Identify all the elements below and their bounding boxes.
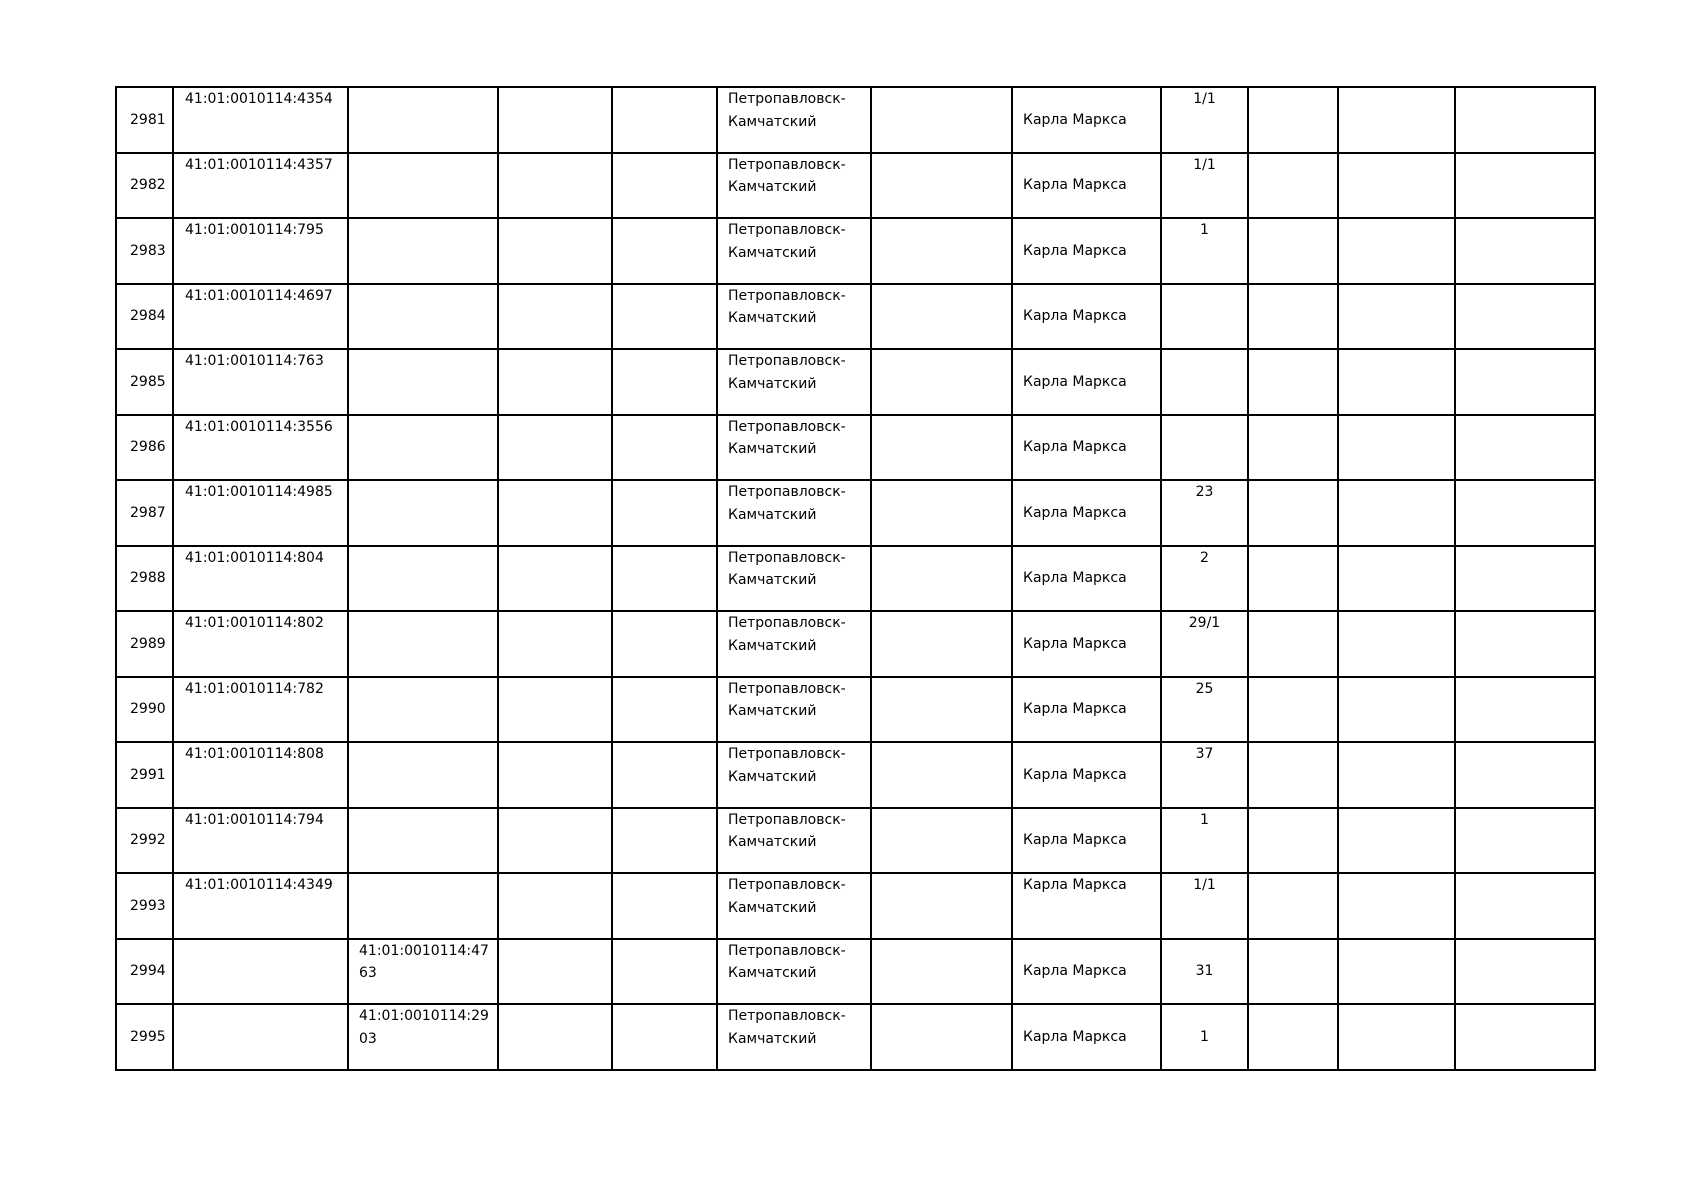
row-number: 2992 xyxy=(116,808,173,874)
empty-cell xyxy=(1338,611,1455,677)
empty-cell xyxy=(1248,218,1338,284)
row-number: 2986 xyxy=(116,415,173,481)
city-cell xyxy=(717,808,871,874)
empty-cell xyxy=(1455,546,1595,612)
city-line2: Камчатский xyxy=(728,572,817,588)
city-line1: Петропавловск- xyxy=(728,418,846,435)
row-number: 2981 xyxy=(116,87,173,153)
house-cell: 25 xyxy=(1161,677,1248,743)
empty-cell xyxy=(612,349,717,415)
cadastral-number-alt xyxy=(348,218,498,284)
cadastral-number-alt xyxy=(348,87,498,153)
table-row xyxy=(116,349,1595,415)
row-number: 2993 xyxy=(116,873,173,939)
empty-cell xyxy=(871,218,1012,284)
empty-cell xyxy=(612,218,717,284)
empty-cell xyxy=(1455,677,1595,743)
table-row xyxy=(116,284,1595,350)
table-row xyxy=(116,873,1595,939)
house-cell: 1 xyxy=(1161,808,1248,874)
row-number: 2985 xyxy=(116,349,173,415)
empty-cell xyxy=(498,480,612,546)
cadastral-number-alt xyxy=(348,284,498,350)
city-line1: Петропавловск- xyxy=(728,680,846,697)
row-number: 2995 xyxy=(116,1004,173,1070)
empty-cell xyxy=(1248,153,1338,219)
empty-cell xyxy=(498,218,612,284)
cadastral-number-alt xyxy=(348,677,498,743)
house-cell xyxy=(1161,415,1248,481)
empty-cell xyxy=(871,284,1012,350)
cadastral-number-alt-line1: 41:01:0010114:47 xyxy=(359,942,489,959)
empty-cell xyxy=(612,87,717,153)
empty-cell xyxy=(498,349,612,415)
city-line2: Камчатский xyxy=(728,768,817,785)
city-line1: Петропавловск- xyxy=(728,811,846,828)
empty-cell xyxy=(612,939,717,1005)
house-cell: 29/1 xyxy=(1161,611,1248,677)
cadastral-number-alt-line2: 63 xyxy=(359,965,377,981)
empty-cell xyxy=(1338,546,1455,612)
empty-cell xyxy=(871,480,1012,546)
empty-cell xyxy=(1455,808,1595,874)
street-cell: Карла Маркса xyxy=(1012,873,1161,939)
cadastral-number: 41:01:0010114:794 xyxy=(173,808,348,874)
house-cell: 1/1 xyxy=(1161,87,1248,153)
empty-cell xyxy=(612,808,717,874)
empty-cell xyxy=(1338,415,1455,481)
city-cell xyxy=(717,87,871,153)
empty-cell xyxy=(1248,87,1338,153)
row-number: 2987 xyxy=(116,480,173,546)
city-cell xyxy=(717,415,871,481)
city-line2: Камчатский xyxy=(728,703,817,719)
empty-cell xyxy=(1338,87,1455,153)
city-line2: Камчатский xyxy=(728,113,817,130)
empty-cell xyxy=(612,546,717,612)
empty-cell xyxy=(1455,611,1595,677)
empty-cell xyxy=(612,742,717,808)
table-row xyxy=(116,153,1595,219)
empty-cell xyxy=(498,153,612,219)
empty-cell xyxy=(1248,873,1338,939)
city-line1: Петропавловск- xyxy=(728,746,846,762)
city-cell xyxy=(717,742,871,808)
empty-cell xyxy=(498,1004,612,1070)
empty-cell xyxy=(1248,677,1338,743)
city-line2: Камчатский xyxy=(728,310,817,326)
empty-cell xyxy=(871,808,1012,874)
table-row xyxy=(116,546,1595,612)
empty-cell xyxy=(1455,349,1595,415)
table-row xyxy=(116,677,1595,743)
city-line1: Петропавловск- xyxy=(728,484,846,500)
cadastral-number xyxy=(173,1004,348,1070)
cadastral-number: 41:01:0010114:763 xyxy=(173,349,348,415)
empty-cell xyxy=(498,546,612,612)
cadastral-number-alt xyxy=(348,349,498,415)
empty-cell xyxy=(1248,415,1338,481)
city-line1: Петропавловск- xyxy=(728,156,846,173)
cadastral-number xyxy=(173,939,348,1005)
street-cell: Карла Маркса xyxy=(1012,1004,1161,1070)
empty-cell xyxy=(871,873,1012,939)
empty-cell xyxy=(1455,415,1595,481)
empty-cell xyxy=(1338,808,1455,874)
empty-cell xyxy=(1248,546,1338,612)
city-line1: Петропавловск- xyxy=(728,942,846,959)
empty-cell xyxy=(612,677,717,743)
city-cell xyxy=(717,349,871,415)
empty-cell xyxy=(1248,939,1338,1005)
empty-cell xyxy=(1248,480,1338,546)
table-row xyxy=(116,1004,1595,1070)
street-cell: Карла Маркса xyxy=(1012,546,1161,612)
cadastral-number-alt xyxy=(348,939,498,1005)
empty-cell xyxy=(612,284,717,350)
city-line2: Камчатский xyxy=(728,637,817,654)
city-cell xyxy=(717,284,871,350)
cadastral-number: 41:01:0010114:802 xyxy=(173,611,348,677)
house-cell xyxy=(1161,349,1248,415)
empty-cell xyxy=(1455,939,1595,1005)
city-line1: Петропавловск- xyxy=(728,549,846,566)
city-line2: Камчатский xyxy=(728,965,817,981)
cadastral-number-alt xyxy=(348,546,498,612)
empty-cell xyxy=(1338,939,1455,1005)
city-line2: Камчатский xyxy=(728,834,817,850)
city-cell xyxy=(717,153,871,219)
street-cell: Карла Маркса xyxy=(1012,611,1161,677)
empty-cell xyxy=(871,349,1012,415)
empty-cell xyxy=(871,87,1012,153)
row-number: 2994 xyxy=(116,939,173,1005)
empty-cell xyxy=(1248,284,1338,350)
cadastral-number: 41:01:0010114:782 xyxy=(173,677,348,743)
city-line2: Камчатский xyxy=(728,375,817,392)
city-cell xyxy=(717,1004,871,1070)
empty-cell xyxy=(1455,742,1595,808)
cadastral-number-alt xyxy=(348,873,498,939)
city-line2: Камчатский xyxy=(728,899,817,916)
cadastral-number-alt xyxy=(348,611,498,677)
empty-cell xyxy=(871,939,1012,1005)
empty-cell xyxy=(871,742,1012,808)
register-table xyxy=(115,86,1596,1071)
table-row xyxy=(116,415,1595,481)
street-cell: Карла Маркса xyxy=(1012,480,1161,546)
city-line1: Петропавловск- xyxy=(728,222,846,238)
cadastral-number: 41:01:0010114:795 xyxy=(173,218,348,284)
cadastral-number-alt xyxy=(348,415,498,481)
city-line2: Камчатский xyxy=(728,244,817,261)
cadastral-number: 41:01:0010114:3556 xyxy=(173,415,348,481)
house-cell: 1/1 xyxy=(1161,153,1248,219)
empty-cell xyxy=(871,153,1012,219)
empty-cell xyxy=(1248,808,1338,874)
house-cell: 37 xyxy=(1161,742,1248,808)
city-cell xyxy=(717,873,871,939)
row-number: 2989 xyxy=(116,611,173,677)
cadastral-number: 41:01:0010114:804 xyxy=(173,546,348,612)
cadastral-number-alt xyxy=(348,1004,498,1070)
row-number: 2984 xyxy=(116,284,173,350)
empty-cell xyxy=(1248,742,1338,808)
cadastral-number-alt-line1: 41:01:0010114:29 xyxy=(359,1008,489,1024)
city-cell xyxy=(717,677,871,743)
street-cell: Карла Маркса xyxy=(1012,742,1161,808)
house-cell xyxy=(1161,284,1248,350)
street-cell: Карла Маркса xyxy=(1012,349,1161,415)
cadastral-number: 41:01:0010114:4349 xyxy=(173,873,348,939)
empty-cell xyxy=(498,87,612,153)
house-cell: 1/1 xyxy=(1161,873,1248,939)
empty-cell xyxy=(871,415,1012,481)
empty-cell xyxy=(498,284,612,350)
cadastral-number-alt xyxy=(348,480,498,546)
street-cell: Карла Маркса xyxy=(1012,677,1161,743)
empty-cell xyxy=(1338,677,1455,743)
city-line1: Петропавловск- xyxy=(728,353,846,369)
row-number: 2990 xyxy=(116,677,173,743)
empty-cell xyxy=(1338,480,1455,546)
table-row xyxy=(116,218,1595,284)
empty-cell xyxy=(1455,284,1595,350)
empty-cell xyxy=(1455,1004,1595,1070)
cadastral-number-alt xyxy=(348,153,498,219)
table-row xyxy=(116,480,1595,546)
empty-cell xyxy=(871,611,1012,677)
empty-cell xyxy=(1338,153,1455,219)
city-cell xyxy=(717,611,871,677)
house-cell: 23 xyxy=(1161,480,1248,546)
city-line1: Петропавловск- xyxy=(728,877,846,893)
street-cell: Карла Маркса xyxy=(1012,153,1161,219)
empty-cell xyxy=(612,415,717,481)
cadastral-number: 41:01:0010114:4985 xyxy=(173,480,348,546)
empty-cell xyxy=(612,480,717,546)
empty-cell xyxy=(1248,1004,1338,1070)
empty-cell xyxy=(498,611,612,677)
empty-cell xyxy=(498,939,612,1005)
empty-cell xyxy=(1455,873,1595,939)
row-number: 2982 xyxy=(116,153,173,219)
empty-cell xyxy=(1248,611,1338,677)
city-cell xyxy=(717,480,871,546)
empty-cell xyxy=(1248,349,1338,415)
cadastral-number: 41:01:0010114:4697 xyxy=(173,284,348,350)
city-line1: Петропавловск- xyxy=(728,287,846,304)
empty-cell xyxy=(1338,349,1455,415)
city-line1: Петропавловск- xyxy=(728,615,846,631)
cadastral-number-alt xyxy=(348,808,498,874)
empty-cell xyxy=(1338,284,1455,350)
empty-cell xyxy=(612,153,717,219)
house-cell: 1 xyxy=(1161,1004,1248,1070)
street-cell: Карла Маркса xyxy=(1012,284,1161,350)
city-cell xyxy=(717,218,871,284)
empty-cell xyxy=(1455,153,1595,219)
empty-cell xyxy=(1455,87,1595,153)
row-number: 2991 xyxy=(116,742,173,808)
empty-cell xyxy=(1455,218,1595,284)
empty-cell xyxy=(871,677,1012,743)
street-cell: Карла Маркса xyxy=(1012,87,1161,153)
cadastral-number-alt xyxy=(348,742,498,808)
house-cell: 31 xyxy=(1161,939,1248,1005)
empty-cell xyxy=(871,546,1012,612)
empty-cell xyxy=(871,1004,1012,1070)
empty-cell xyxy=(1338,873,1455,939)
street-cell: Карла Маркса xyxy=(1012,939,1161,1005)
cadastral-number: 41:01:0010114:808 xyxy=(173,742,348,808)
cadastral-number: 41:01:0010114:4357 xyxy=(173,153,348,219)
city-line2: Камчатский xyxy=(728,506,817,523)
empty-cell xyxy=(1338,218,1455,284)
table-row xyxy=(116,808,1595,874)
cadastral-number: 41:01:0010114:4354 xyxy=(173,87,348,153)
city-cell xyxy=(717,546,871,612)
city-line1: Петропавловск- xyxy=(728,91,846,107)
empty-cell xyxy=(1338,1004,1455,1070)
empty-cell xyxy=(498,808,612,874)
table-row xyxy=(116,87,1595,153)
city-line2: Камчатский xyxy=(728,179,817,195)
house-cell: 1 xyxy=(1161,218,1248,284)
empty-cell xyxy=(498,742,612,808)
street-cell: Карла Маркса xyxy=(1012,808,1161,874)
city-cell xyxy=(717,939,871,1005)
row-number: 2988 xyxy=(116,546,173,612)
street-cell: Карла Маркса xyxy=(1012,218,1161,284)
empty-cell xyxy=(498,873,612,939)
empty-cell xyxy=(612,1004,717,1070)
city-line2: Камчатский xyxy=(728,441,817,457)
table-row xyxy=(116,611,1595,677)
city-line2: Камчатский xyxy=(728,1030,817,1047)
table-row xyxy=(116,742,1595,808)
empty-cell xyxy=(498,677,612,743)
row-number: 2983 xyxy=(116,218,173,284)
empty-cell xyxy=(1455,480,1595,546)
house-cell: 2 xyxy=(1161,546,1248,612)
empty-cell xyxy=(612,873,717,939)
cadastral-number-alt-line2: 03 xyxy=(359,1030,377,1047)
empty-cell xyxy=(498,415,612,481)
table-row xyxy=(116,939,1595,1005)
street-cell: Карла Маркса xyxy=(1012,415,1161,481)
empty-cell xyxy=(1338,742,1455,808)
empty-cell xyxy=(612,611,717,677)
city-line1: Петропавловск- xyxy=(728,1008,846,1024)
